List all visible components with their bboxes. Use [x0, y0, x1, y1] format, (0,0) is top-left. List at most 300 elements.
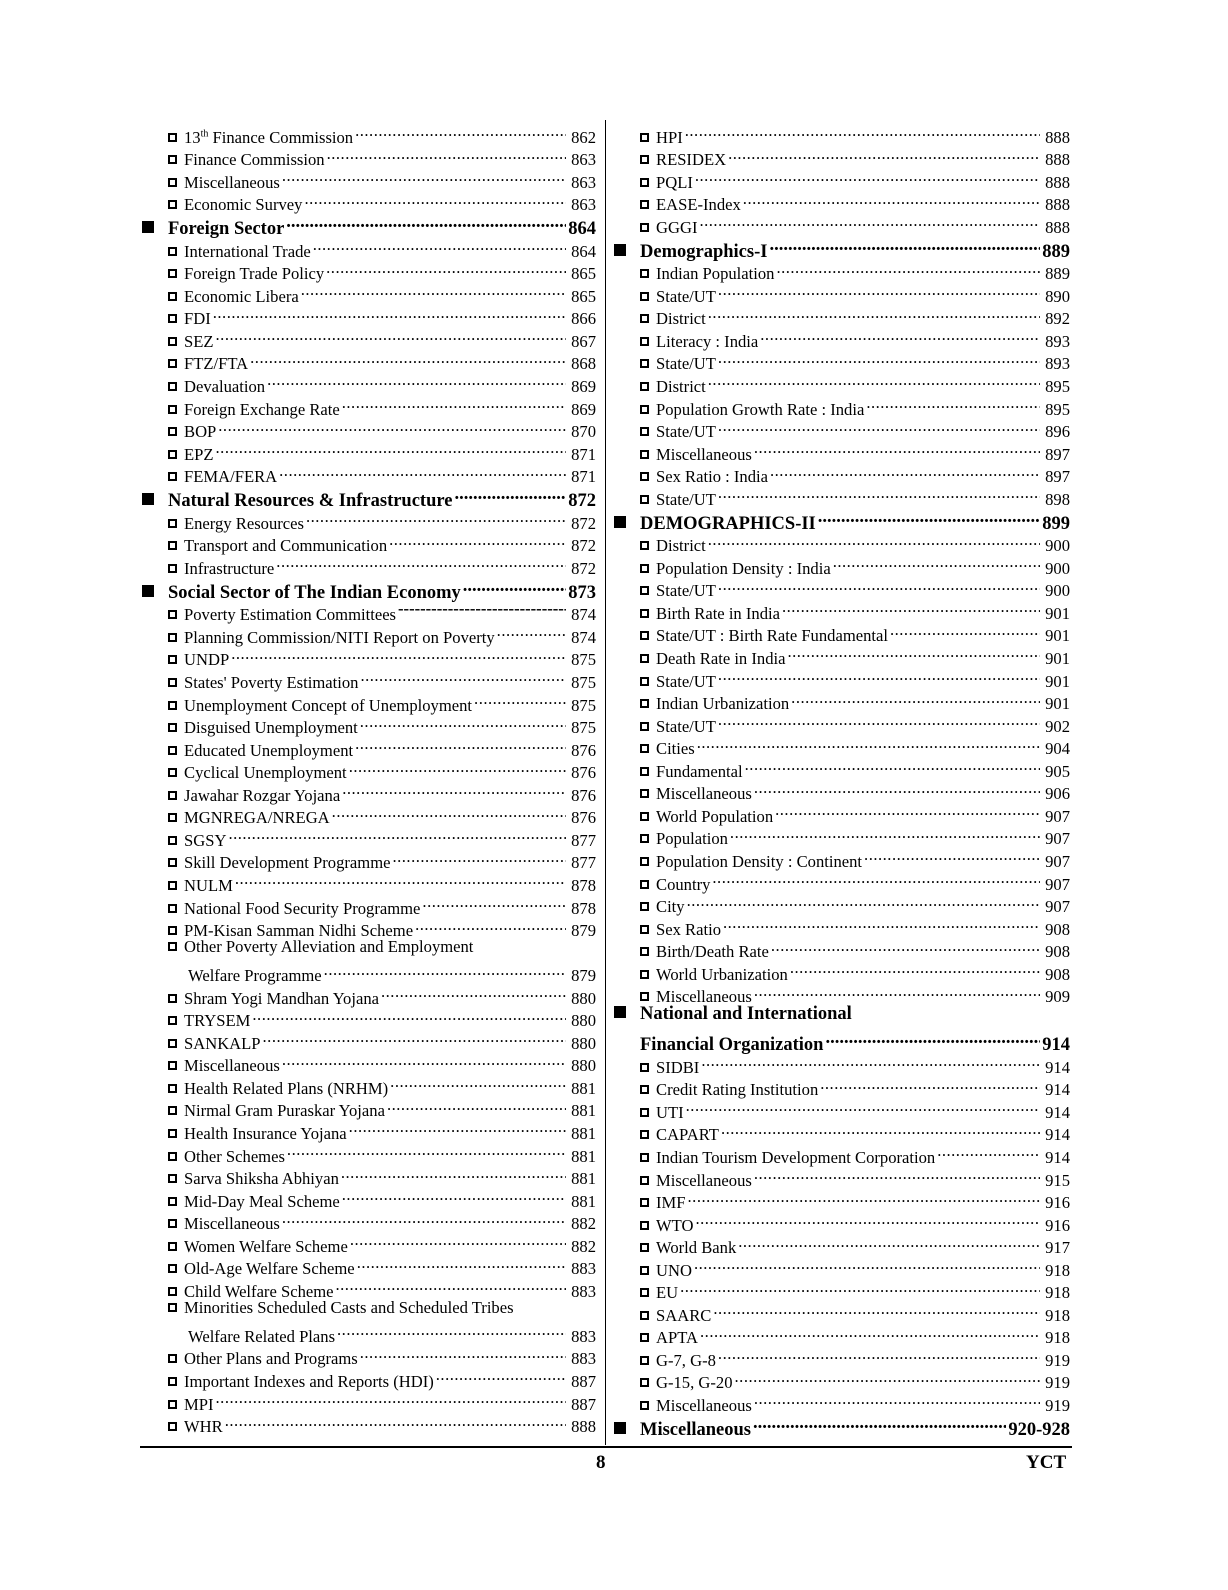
- entry-bullet-icon: [168, 133, 177, 142]
- dot-leader: [708, 302, 1040, 325]
- toc-page-number: 872: [571, 536, 596, 556]
- dot-leader: [825, 1026, 1040, 1050]
- dot-leader: [252, 1004, 566, 1027]
- toc-entry-label: WTO: [656, 1215, 694, 1235]
- toc-entry-label: Miscellaneous: [656, 1395, 752, 1415]
- toc-entry-label: Population Growth Rate : India: [656, 399, 865, 419]
- entry-bullet-icon: [640, 1221, 649, 1230]
- entry-bullet-icon: [640, 541, 649, 550]
- toc-entry-label: Indian Urbanization: [656, 694, 790, 714]
- toc-left-column: [142, 120, 596, 1437]
- toc-page-number: 907: [1045, 851, 1070, 871]
- toc-page-number: 862: [571, 127, 596, 147]
- toc-page-number: 889: [1042, 241, 1070, 262]
- toc-entry-label: SGSY: [184, 830, 227, 850]
- toc-entry-label: Child Welfare Scheme: [184, 1281, 334, 1301]
- toc-page-number: 893: [1045, 331, 1070, 351]
- toc-entry-label: Indian Tourism Development Corporation: [656, 1147, 936, 1167]
- toc-entry-label: DEMOGRAPHICS-II: [640, 513, 816, 534]
- dot-leader: [718, 1343, 1040, 1366]
- entry-bullet-icon: [168, 314, 177, 323]
- section-bullet-icon: [142, 493, 154, 505]
- toc-page-number: 883: [571, 1281, 596, 1301]
- dot-leader: [235, 868, 566, 891]
- toc-entry-label: State/UT: [656, 422, 716, 442]
- toc-page-number: 879: [571, 921, 596, 941]
- entry-bullet-icon: [168, 813, 177, 822]
- entry-bullet-icon: [168, 541, 177, 550]
- toc-entry-label: Death Rate in India: [656, 649, 786, 669]
- toc-page-number: 882: [571, 1214, 596, 1234]
- dot-leader: [718, 574, 1040, 597]
- toc-page-number: 901: [1045, 671, 1070, 691]
- toc-entry: [614, 1276, 1070, 1303]
- entry-bullet-icon: [640, 1401, 649, 1410]
- dot-leader: [890, 619, 1040, 642]
- toc-entry-label: Welfare Related Plans: [188, 1326, 336, 1346]
- dot-leader: [341, 1162, 566, 1185]
- dot-leader: [718, 664, 1040, 687]
- dot-leader: [937, 1140, 1040, 1163]
- dot-leader: [381, 981, 566, 1004]
- dot-leader: [304, 188, 566, 211]
- footer-rule: [140, 1446, 1072, 1448]
- toc-entry-label: National and International: [640, 1004, 852, 1025]
- toc-page-number: 893: [1045, 354, 1070, 374]
- entry-bullet-icon: [168, 881, 177, 890]
- toc-entry-label: Minorities Scheduled Casts and Scheduled Tribes: [184, 1297, 514, 1317]
- toc-entry-label: EPZ: [184, 444, 214, 464]
- dot-leader: [718, 415, 1040, 438]
- toc-entry-label: APTA: [656, 1328, 699, 1348]
- toc-page-number: 901: [1045, 603, 1070, 623]
- toc-entry-label: Health Related Plans (NRHM): [184, 1078, 389, 1098]
- entry-bullet-icon: [640, 337, 649, 346]
- dot-leader: [342, 392, 566, 415]
- toc-page-number: 880: [571, 988, 596, 1008]
- entry-bullet-icon: [640, 382, 649, 391]
- entry-bullet-icon: [640, 722, 649, 731]
- dot-leader: [218, 415, 566, 438]
- toc-entry-label: Population Density : India: [656, 558, 831, 578]
- toc-page-number: 872: [571, 513, 596, 533]
- toc-entry-label: Other Poverty Alleviation and Employment: [184, 937, 474, 957]
- entry-bullet-icon: [640, 970, 649, 979]
- toc-entry-label: Social Sector of The Indian Economy: [168, 582, 461, 603]
- toc-page-number: 881: [571, 1123, 596, 1143]
- dot-leader: [390, 1071, 566, 1094]
- toc-page-number: 907: [1045, 829, 1070, 849]
- toc-page-number: 919: [1045, 1350, 1070, 1370]
- toc-page-number: 871: [571, 444, 596, 464]
- dot-leader: [387, 1094, 566, 1117]
- toc-entry-label: Educated Unemployment: [184, 740, 354, 760]
- toc-page-number: 906: [1045, 784, 1070, 804]
- entry-bullet-icon: [640, 1356, 649, 1365]
- toc-page-number: 907: [1045, 897, 1070, 917]
- dot-leader: [775, 799, 1040, 822]
- toc-page-number: 877: [571, 830, 596, 850]
- toc-entry: [614, 120, 1070, 147]
- dot-leader: [216, 324, 566, 347]
- toc-entry-label: HPI: [656, 127, 683, 147]
- toc-entry-label: Finance Commission: [184, 150, 325, 170]
- toc-page-number: 888: [1045, 195, 1070, 215]
- dot-leader: [342, 1184, 566, 1207]
- dot-leader: [771, 935, 1040, 958]
- dot-leader: [392, 846, 566, 869]
- entry-bullet-icon: [168, 450, 177, 459]
- dot-leader: [301, 279, 566, 302]
- dot-leader: [699, 210, 1040, 233]
- toc-page-number: 916: [1045, 1215, 1070, 1235]
- entry-bullet-icon: [640, 925, 649, 934]
- toc-entry-label: UNDP: [184, 650, 230, 670]
- toc-entry-label: Natural Resources & Infrastructure: [168, 491, 453, 512]
- dot-leader: [743, 188, 1040, 211]
- entry-bullet-icon: [640, 314, 649, 323]
- entry-bullet-icon: [640, 405, 649, 414]
- toc-page-number: 900: [1045, 558, 1070, 578]
- toc-page-number: 914: [1045, 1057, 1070, 1077]
- entry-bullet-icon: [168, 382, 177, 391]
- toc-page-number: 881: [571, 1169, 596, 1189]
- toc-entry-label: Indian Population: [656, 264, 775, 284]
- entry-bullet-icon: [168, 1039, 177, 1048]
- toc-page-number: 908: [1045, 919, 1070, 939]
- entry-bullet-icon: [168, 655, 177, 664]
- toc-page-number: 919: [1045, 1395, 1070, 1415]
- entry-bullet-icon: [168, 1242, 177, 1251]
- toc-page-number: 876: [571, 808, 596, 828]
- dot-leader: [250, 347, 566, 370]
- toc-page-number: 874: [571, 605, 596, 625]
- entry-bullet-icon: [168, 768, 177, 777]
- entry-bullet-icon: [640, 834, 649, 843]
- toc-entry-label: Infrastructure: [184, 558, 275, 578]
- toc-page-number: 914: [1045, 1125, 1070, 1145]
- toc-entry-label: MPI: [184, 1394, 214, 1414]
- dot-leader: [770, 460, 1040, 483]
- dot-leader: [225, 1410, 566, 1433]
- toc-entry-label: Literacy : India: [656, 331, 759, 351]
- toc-entry-label: Disguised Unemployment: [184, 718, 358, 738]
- toc-entry-label: Birth Rate in India: [656, 603, 780, 623]
- entry-bullet-icon: [640, 133, 649, 142]
- toc-entry-label: District: [656, 309, 706, 329]
- toc-page-number: 863: [571, 195, 596, 215]
- dot-leader: [833, 551, 1040, 574]
- toc-page-number: 883: [571, 1349, 596, 1369]
- toc-entry-label: EU: [656, 1283, 679, 1303]
- dot-leader: [782, 596, 1040, 619]
- entry-bullet-icon: [168, 155, 177, 164]
- toc-page-number: 897: [1045, 467, 1070, 487]
- toc-page-number: 870: [571, 422, 596, 442]
- entry-bullet-icon: [640, 1243, 649, 1252]
- entry-bullet-icon: [168, 1061, 177, 1070]
- toc-page-number: 920-928: [1008, 1419, 1070, 1440]
- dot-leader: [282, 165, 566, 188]
- toc-page-number: 872: [568, 491, 596, 512]
- entry-bullet-icon: [168, 1303, 177, 1312]
- toc-entry-label: Cities: [656, 739, 695, 759]
- entry-bullet-icon: [640, 1333, 649, 1342]
- toc-entry-label: FEMA/FERA: [184, 467, 278, 487]
- toc-entry: [142, 120, 596, 147]
- toc-page-number: 918: [1045, 1305, 1070, 1325]
- toc-entry-label: Economic Libera: [184, 286, 299, 306]
- dot-leader: [754, 1163, 1040, 1186]
- dot-leader: [349, 756, 566, 779]
- toc-page-number: 914: [1042, 1035, 1070, 1056]
- toc-entry-label: SANKALP: [184, 1033, 261, 1053]
- toc-page-number: 888: [1045, 150, 1070, 170]
- entry-bullet-icon: [640, 472, 649, 481]
- entry-bullet-icon: [168, 1084, 177, 1093]
- toc-page-number: 878: [571, 875, 596, 895]
- dot-leader: [357, 1252, 566, 1275]
- toc-entry-label: Health Insurance Yojana: [184, 1123, 347, 1143]
- toc-entry-label: State/UT: [656, 286, 716, 306]
- toc-entry-label: State/UT: [656, 489, 716, 509]
- toc-page-number: 914: [1045, 1080, 1070, 1100]
- toc-page-number: 914: [1045, 1102, 1070, 1122]
- dot-leader: [332, 801, 566, 824]
- toc-entry-label: BOP: [184, 422, 217, 442]
- toc-page-number: 888: [1045, 217, 1070, 237]
- toc-entry-label: CAPART: [656, 1125, 719, 1145]
- dot-leader: [282, 1049, 566, 1072]
- toc-entry-label: Miscellaneous: [640, 1419, 751, 1440]
- toc-page-number: 900: [1045, 581, 1070, 601]
- toc-entry-label: Miscellaneous: [656, 784, 752, 804]
- dot-leader: [701, 1050, 1040, 1073]
- entry-bullet-icon: [640, 200, 649, 209]
- toc-entry-label: Credit Rating Institution: [656, 1080, 819, 1100]
- dot-leader: [708, 369, 1040, 392]
- toc-entry-label: G-7, G-8: [656, 1350, 716, 1370]
- dot-leader: [790, 957, 1040, 980]
- entry-bullet-icon: [640, 1153, 649, 1162]
- toc-entry-label: Population Density : Continent: [656, 851, 863, 871]
- entry-bullet-icon: [640, 359, 649, 368]
- toc-entry-label: Nirmal Gram Puraskar Yojana: [184, 1101, 385, 1121]
- toc-entry-label: Miscellaneous: [656, 444, 752, 464]
- toc-entry-label: Other Plans and Programs: [184, 1349, 358, 1369]
- entry-bullet-icon: [640, 1108, 649, 1117]
- toc-entry-label: Skill Development Programme: [184, 853, 391, 873]
- dot-leader: [728, 143, 1040, 166]
- toc-entry-label: Cyclical Unemployment: [184, 763, 347, 783]
- dot-leader: [730, 822, 1040, 845]
- dot-leader: [754, 777, 1040, 800]
- dot-leader: [769, 233, 1040, 257]
- toc-page-number: 880: [571, 1056, 596, 1076]
- entry-bullet-icon: [168, 472, 177, 481]
- dot-leader: [228, 823, 566, 846]
- toc-entry-label: PQLI: [656, 172, 693, 192]
- entry-bullet-icon: [168, 247, 177, 256]
- toc-section-entry: [614, 1002, 1070, 1026]
- entry-bullet-icon: [640, 1266, 649, 1275]
- toc-page-number: 880: [571, 1033, 596, 1053]
- entry-bullet-icon: [168, 836, 177, 845]
- toc-entry-label: Miscellaneous: [656, 1170, 752, 1190]
- toc-page-number: 888: [571, 1417, 596, 1437]
- toc-entry-label: World Bank: [656, 1238, 737, 1258]
- dot-leader: [700, 1321, 1040, 1344]
- toc-entry-label: TRYSEM: [184, 1011, 251, 1031]
- dot-leader: [866, 392, 1040, 415]
- dot-leader: [286, 210, 566, 234]
- dot-leader: [313, 234, 566, 257]
- toc-page-number: 907: [1045, 806, 1070, 826]
- entry-bullet-icon: [640, 654, 649, 663]
- toc-page-number: 915: [1045, 1170, 1070, 1190]
- toc-page-number: 867: [571, 331, 596, 351]
- toc-entry-label: Planning Commission/NITI Report on Poverty: [184, 627, 495, 647]
- dot-leader: [695, 165, 1040, 188]
- entry-bullet-icon: [640, 450, 649, 459]
- dot-leader: [360, 665, 566, 688]
- toc-entry-label: Miscellaneous: [184, 1214, 280, 1234]
- toc-page-number: 901: [1045, 649, 1070, 669]
- toc-page-number: 883: [571, 1259, 596, 1279]
- dot-leader: [497, 620, 566, 643]
- toc-entry-label: FTZ/FTA: [184, 354, 249, 374]
- toc-page-number: 876: [571, 785, 596, 805]
- section-bullet-icon: [142, 221, 154, 233]
- entry-bullet-icon: [640, 1176, 649, 1185]
- dot-leader: [680, 1276, 1040, 1299]
- toc-page-number: 908: [1045, 964, 1070, 984]
- dot-leader: [718, 347, 1040, 370]
- toc-page-number: 882: [571, 1236, 596, 1256]
- entry-bullet-icon: [168, 1197, 177, 1206]
- toc-entry-label: Old-Age Welfare Scheme: [184, 1259, 355, 1279]
- toc-entry-label: IMF: [656, 1193, 686, 1213]
- toc-page-number: 916: [1045, 1193, 1070, 1213]
- toc-page-number: 881: [571, 1101, 596, 1121]
- dot-leader: [276, 551, 566, 574]
- dot-leader: [820, 1073, 1040, 1096]
- dot-leader: [695, 1208, 1040, 1231]
- toc-entry-label: G-15, G-20: [656, 1373, 733, 1393]
- toc-entry-label: City: [656, 897, 685, 917]
- toc-page-number: 883: [571, 1326, 596, 1346]
- dot-leader: [360, 711, 566, 734]
- dot-leader: [735, 1366, 1040, 1389]
- toc-page-number: 900: [1045, 536, 1070, 556]
- toc-entry-label: 13th Finance Commission: [184, 127, 354, 147]
- toc-entry-label: Mid-Day Meal Scheme: [184, 1191, 340, 1211]
- toc-entry-label: WHR: [184, 1417, 223, 1437]
- dot-leader: [326, 257, 566, 280]
- toc-page-number: 895: [1045, 377, 1070, 397]
- entry-bullet-icon: [168, 858, 177, 867]
- toc-entry-label: State/UT: [656, 716, 716, 736]
- dot-leader: [685, 120, 1040, 143]
- toc-entry-label: States' Poverty Estimation: [184, 673, 359, 693]
- entry-bullet-icon: [640, 812, 649, 821]
- entry-bullet-icon: [640, 1063, 649, 1072]
- toc-entry-label: EASE-Index: [656, 195, 741, 215]
- entry-bullet-icon: [640, 789, 649, 798]
- dot-leader: [697, 732, 1040, 755]
- entry-bullet-icon: [640, 857, 649, 866]
- dot-leader: [738, 1231, 1040, 1254]
- entry-bullet-icon: [640, 155, 649, 164]
- toc-page-number: 875: [571, 650, 596, 670]
- dot-leader: [282, 1207, 566, 1230]
- toc-entry-label: Economic Survey: [184, 195, 303, 215]
- toc-page-number: 918: [1045, 1328, 1070, 1348]
- entry-bullet-icon: [640, 902, 649, 911]
- dot-leader: [337, 1319, 566, 1342]
- toc-entry-label: State/UT: [656, 671, 716, 691]
- toc-page-number: 898: [1045, 489, 1070, 509]
- toc-entry-label: District: [656, 536, 706, 556]
- dot-leader: [231, 643, 566, 666]
- toc-page-number: 863: [571, 150, 596, 170]
- dot-leader: [355, 733, 566, 756]
- section-bullet-icon: [142, 585, 154, 597]
- entry-bullet-icon: [640, 947, 649, 956]
- entry-bullet-icon: [168, 1174, 177, 1183]
- entry-bullet-icon: [168, 269, 177, 278]
- entry-bullet-icon: [640, 427, 649, 436]
- toc-page-number: 865: [571, 286, 596, 306]
- dot-leader: [436, 1364, 566, 1387]
- entry-bullet-icon: [168, 1152, 177, 1161]
- toc-entry-label: State/UT: [656, 354, 716, 374]
- toc-page-number: 874: [571, 627, 596, 647]
- toc-entry-label: Energy Resources: [184, 513, 304, 533]
- dot-leader: [454, 482, 566, 506]
- entry-bullet-icon: [640, 564, 649, 573]
- toc-page-number: 869: [571, 377, 596, 397]
- toc-page-number: 899: [1042, 513, 1070, 534]
- dot-leader: [415, 914, 566, 937]
- entry-bullet-icon: [168, 1287, 177, 1296]
- toc-page-number: 864: [568, 219, 596, 240]
- entry-bullet-icon: [168, 994, 177, 1003]
- dot-leader: [306, 506, 566, 529]
- dot-leader: [712, 867, 1040, 890]
- dot-leader: [760, 324, 1040, 347]
- entry-bullet-icon: [640, 269, 649, 278]
- toc-page-number: 880: [571, 1011, 596, 1031]
- toc-page-number: 918: [1045, 1283, 1070, 1303]
- toc-entry-label: Devaluation: [184, 377, 266, 397]
- toc-entry-label: Poverty Estimation Committees: [184, 605, 397, 625]
- toc-right-column: [614, 120, 1070, 1440]
- toc-entry-label: Financial Organization: [640, 1035, 824, 1056]
- dot-leader: [718, 279, 1040, 302]
- entry-bullet-icon: [168, 1422, 177, 1431]
- toc-page-number: 879: [571, 966, 596, 986]
- entry-bullet-icon: [168, 564, 177, 573]
- toc-entry-label: Demographics-I: [640, 241, 768, 262]
- toc-entry-label: Women Welfare Scheme: [184, 1236, 348, 1256]
- dot-leader: [267, 369, 566, 392]
- toc-entry-label: State/UT: [656, 581, 716, 601]
- toc-page-number: 902: [1045, 716, 1070, 736]
- entry-bullet-icon: [168, 178, 177, 187]
- dot-leader: [422, 891, 566, 914]
- toc-page-number: 901: [1045, 626, 1070, 646]
